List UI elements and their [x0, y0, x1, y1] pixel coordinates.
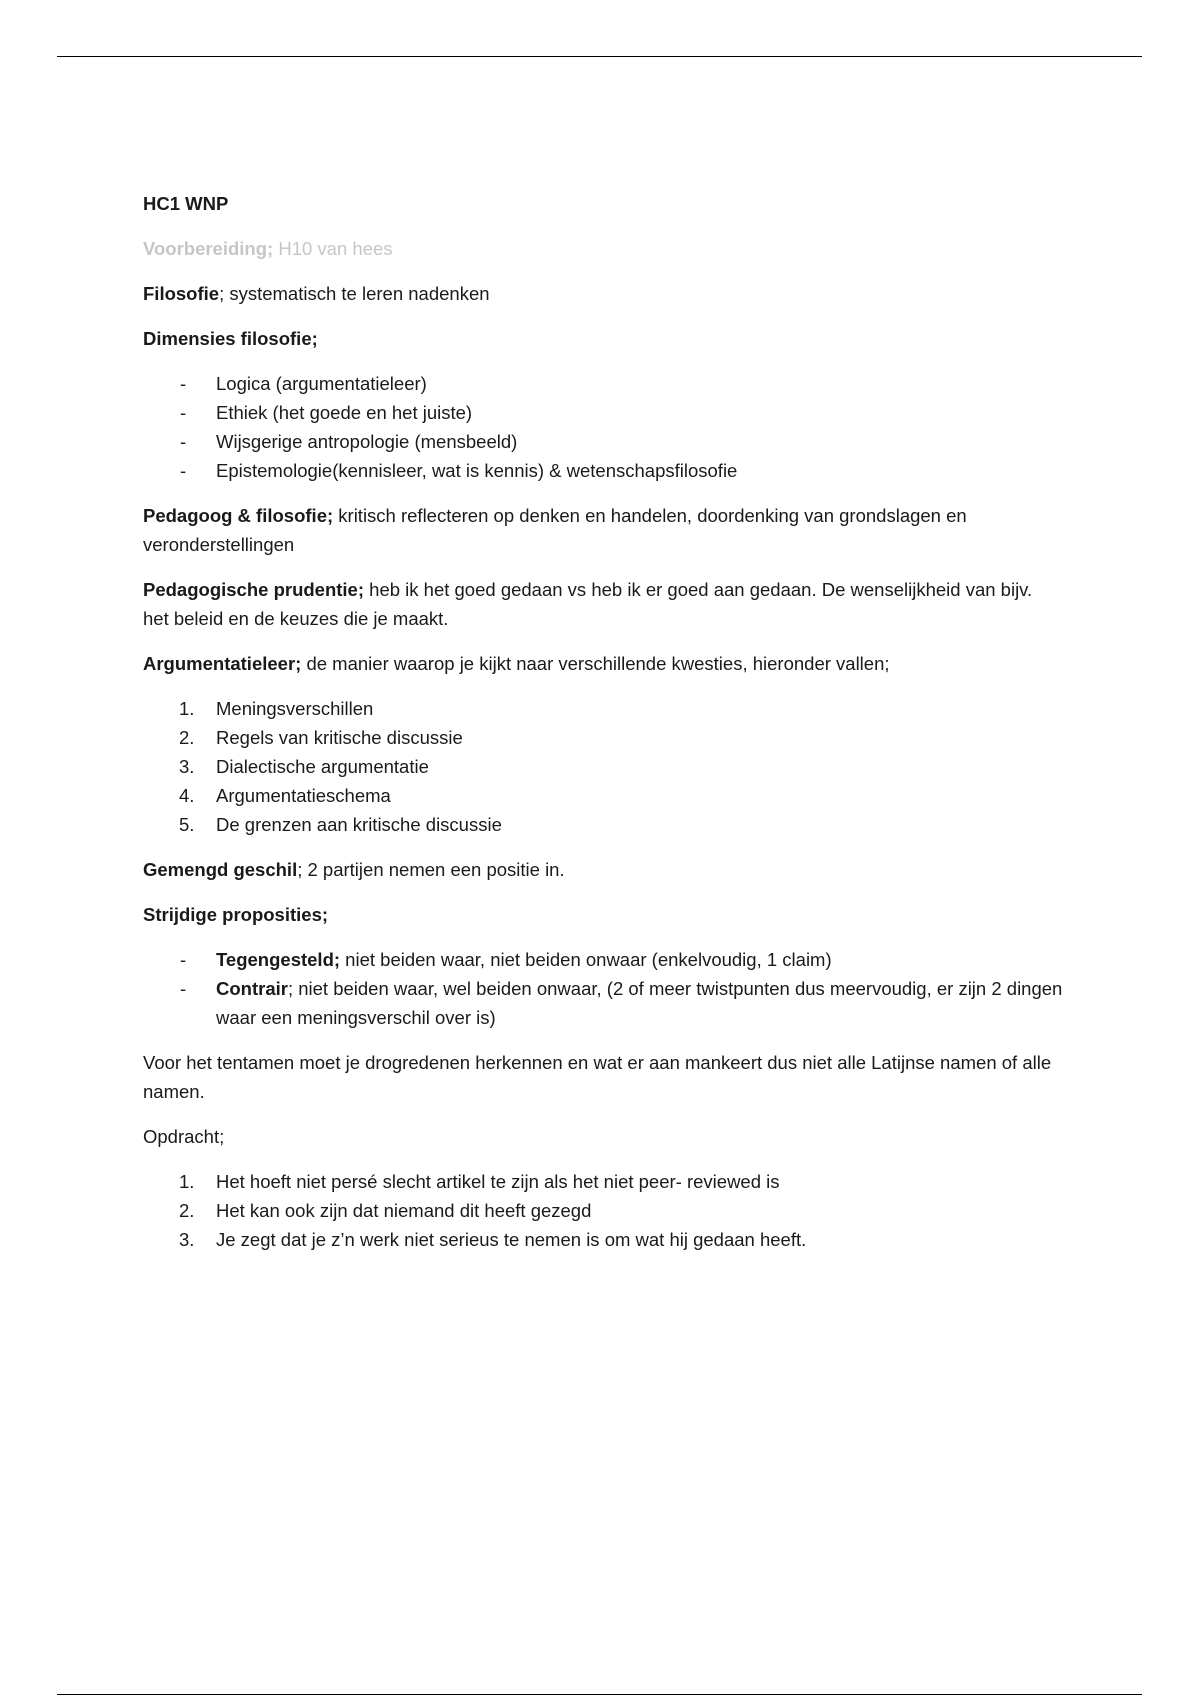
definition: heb ik het goed gedaan vs heb ik er goed aan gedaan. De wenselijkheid van bijv. het beleid en de keuzes die je maakt. [143, 579, 1033, 629]
definition-argumentatieleer [143, 649, 1063, 678]
list-item: 3. Je zegt dat je z’n werk niet serieus te nemen is om wat hij gedaan heeft. [143, 1225, 1063, 1254]
number-marker: 5. [179, 814, 195, 835]
term: Filosofie [143, 283, 220, 304]
list-item: - Logica (argumentatieleer) [143, 369, 1063, 398]
number-marker: 1. [179, 1171, 195, 1192]
definition: ; systematisch te leren nadenken [219, 283, 490, 304]
preparation-text: H10 van hees [273, 238, 393, 259]
dash-marker: - [180, 949, 187, 970]
opdracht-heading: Opdracht; [143, 1126, 225, 1147]
definition-pedagoog [143, 501, 1063, 559]
term: Argumentatieleer; [143, 653, 302, 674]
dimensies-heading: Dimensies filosofie; [143, 328, 318, 349]
definition-prudentie [143, 575, 1063, 633]
dimensies-list [143, 369, 1063, 485]
term: Tegengesteld; [216, 949, 341, 970]
definition-geschil [143, 855, 1063, 884]
dash-marker: - [180, 373, 187, 394]
list-item: - Tegengesteld; niet beiden waar, niet beiden onwaar (enkelvoudig, 1 claim) [143, 945, 1063, 974]
list-item: 2. Het kan ook zijn dat niemand dit heeft gezegd [143, 1196, 1063, 1225]
list-item: - Epistemologie(kennisleer, wat is kennis) & wetenschapsfilosofie [143, 456, 1063, 485]
proposities-heading: Strijdige proposities; [143, 904, 329, 925]
number-marker: 4. [179, 785, 195, 806]
list-item: - Contrair; niet beiden waar, wel beiden onwaar, (2 of meer twistpunten dus meervoudig, er zijn 2 dingen waar een meningsverschil over is) [143, 974, 1063, 1032]
list-item: - Ethiek (het goede en het juiste) [143, 398, 1063, 427]
definition-filosofie [143, 279, 1063, 308]
preparation-label: Voorbereiding; [143, 238, 274, 259]
dash-marker: - [180, 402, 187, 423]
definition: ; 2 partijen nemen een positie in. [297, 859, 565, 880]
term: Pedagogische prudentie; [143, 579, 365, 600]
list-item: - Wijsgerige antropologie (mensbeeld) [143, 427, 1063, 456]
list-item: 1. Het hoeft niet persé slecht artikel te zijn als het niet peer- reviewed is [143, 1167, 1063, 1196]
dash-marker: - [180, 460, 187, 481]
dash-marker: - [180, 978, 187, 999]
document-title: HC1 WNP [143, 193, 229, 214]
number-marker: 2. [179, 727, 195, 748]
argumentatieleer-list [143, 694, 1063, 839]
proposities-list [143, 945, 1063, 1032]
document-body [143, 189, 1063, 1270]
definition: kritisch reflecteren op denken en handelen, doordenking van grondslagen en veronderstellingen [143, 505, 967, 555]
list-item: 3. Dialectische argumentatie [143, 752, 1063, 781]
preparation-line [143, 234, 1063, 263]
header-rule [57, 56, 1142, 57]
number-marker: 2. [179, 1200, 195, 1221]
dash-marker: - [180, 431, 187, 452]
tentamen-note: Voor het tentamen moet je drogredenen herkennen en wat er aan mankeert dus niet alle Latijnse namen of alle namen. [143, 1052, 1052, 1102]
number-marker: 3. [179, 756, 195, 777]
term: Contrair [216, 978, 288, 999]
term: Gemengd geschil [143, 859, 298, 880]
list-item: 2. Regels van kritische discussie [143, 723, 1063, 752]
term: Pedagoog & filosofie; [143, 505, 334, 526]
list-item: 4. Argumentatieschema [143, 781, 1063, 810]
footer-rule [57, 1694, 1142, 1695]
number-marker: 1. [179, 698, 195, 719]
list-item: 5. De grenzen aan kritische discussie [143, 810, 1063, 839]
definition: de manier waarop je kijkt naar verschillende kwesties, hieronder vallen; [301, 653, 890, 674]
opdracht-list [143, 1167, 1063, 1254]
number-marker: 3. [179, 1229, 195, 1250]
list-item: 1. Meningsverschillen [143, 694, 1063, 723]
